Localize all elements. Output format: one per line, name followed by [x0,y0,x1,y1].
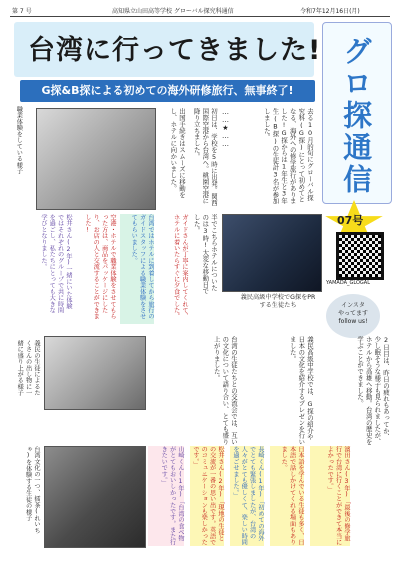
insta-line-1: インスタ [341,302,365,309]
column-5: ガイドさんが丁寧に案内してくれて、ホテルに着いたらすぐに夕食でした。 [172,214,188,320]
column-13: 長崎くん(1年)「初めての海外でとても緊張しましたが、台湾の人々がとても優しくて、楽しい時間を過ごせました。」 [231,446,264,546]
column-10: 義民高級中学校では、G探の紹介や日本の文化を紹介するプレゼンを行いました。 [288,336,314,445]
column-9: 2日目は、昨日の疲れもあってか、少し眠そうな様子も見られましたが、ホテルから高雄へ移動。台湾の歴史を学ぶことができました。 [356,336,390,445]
separator-dots: ……★…… [221,108,230,148]
issue-badge: 07号 [337,214,364,227]
subtitle-banner: G探&B探による初めての海外研修旅行、無事終了! [20,80,315,102]
publisher: 高知県立山田高等学校 グローバル探究科通信 [112,8,234,15]
column-11: 台湾の生徒たちとの交流会では、互いの文化について語り合い、とても盛り上がりました。 [212,336,238,445]
photo-food [44,446,146,548]
column-12: 日本語を学んでいる生徒も多く、日本語で話しかけてくれる場面もありました。 [270,446,304,546]
column-7: 空港・ホテルで職業体験をさせてもらった方は、商品をパッケージにしたり、お店の人と交流することができました! [83,214,116,320]
caption-airport: 職業体験をしている様子 [15,106,23,175]
insta-line-3: follow us! [338,317,368,325]
column-14: 山崎くん(1年)「台湾の食べ物がとてもおいしかったです。また行きたいです。」 [148,446,184,546]
column-16: 濱田さん(3年)「最後の修学旅行で台湾に行くことができて本当によかったです。」 [310,446,350,546]
page-title: 台湾に行ってきました! [28,35,322,66]
photo-hall [222,214,322,292]
newsletter-name: グロ探通信 [339,36,374,196]
qr-code-icon[interactable] [336,232,384,280]
instagram-handle: YAMADA_GLOGAL [326,280,371,286]
column-3: 出国手続きはスムーズに移動をし、ホテルに向かいました。 [169,108,186,198]
photo-speech [44,336,146,410]
caption-food: 台湾文化の一つ、擂茶(れいちゃ)を体験する生徒の様子 [24,446,40,534]
column-intro: 去る10月的旬にグローバル探究科(G探)にとって初めてとなる、海外への修学旅行がありました!G探からは1年生と3年生(B探)の生徒計3名が参加しました。 [262,108,314,204]
column-8: 松井さん(2年)一緒にいた体験ではそれぞれのグループで共に時間を過ごし、私たちにとっても大きな学びとなりました。 [39,214,72,314]
column-4: 半でこちらホテルについたのは3時!大変な移動日でした。 [192,214,218,294]
instagram-badge[interactable] [326,294,380,338]
photo-airport [36,108,156,210]
header-rule [10,16,390,17]
column-2: 初日は、学校を5時に出発。関西国際空港から台湾へ。桃園空港に降り立ちました。 [192,108,218,206]
issue-number: 第 7 号 [12,8,32,15]
insta-line-2: やってます [337,309,368,317]
column-15: 松井さん(2年)「現地の生徒との交流が一番の思い出です。英語でのコミュニケーションも楽しかったです。」 [191,446,224,546]
caption-speech: 義民の生徒によるたくさんの出し物に一緒に盛り上がる様子 [16,340,40,396]
caption-hall: 義民高級中学校でG探をPRする生徒たち [240,294,316,310]
issue-date: 令和7年12月16日(月) [300,8,360,15]
column-6: 台湾ではホテルに到着してから旅行のガイドスタッフによる職業体験をさせてもらいました。 [120,214,154,324]
